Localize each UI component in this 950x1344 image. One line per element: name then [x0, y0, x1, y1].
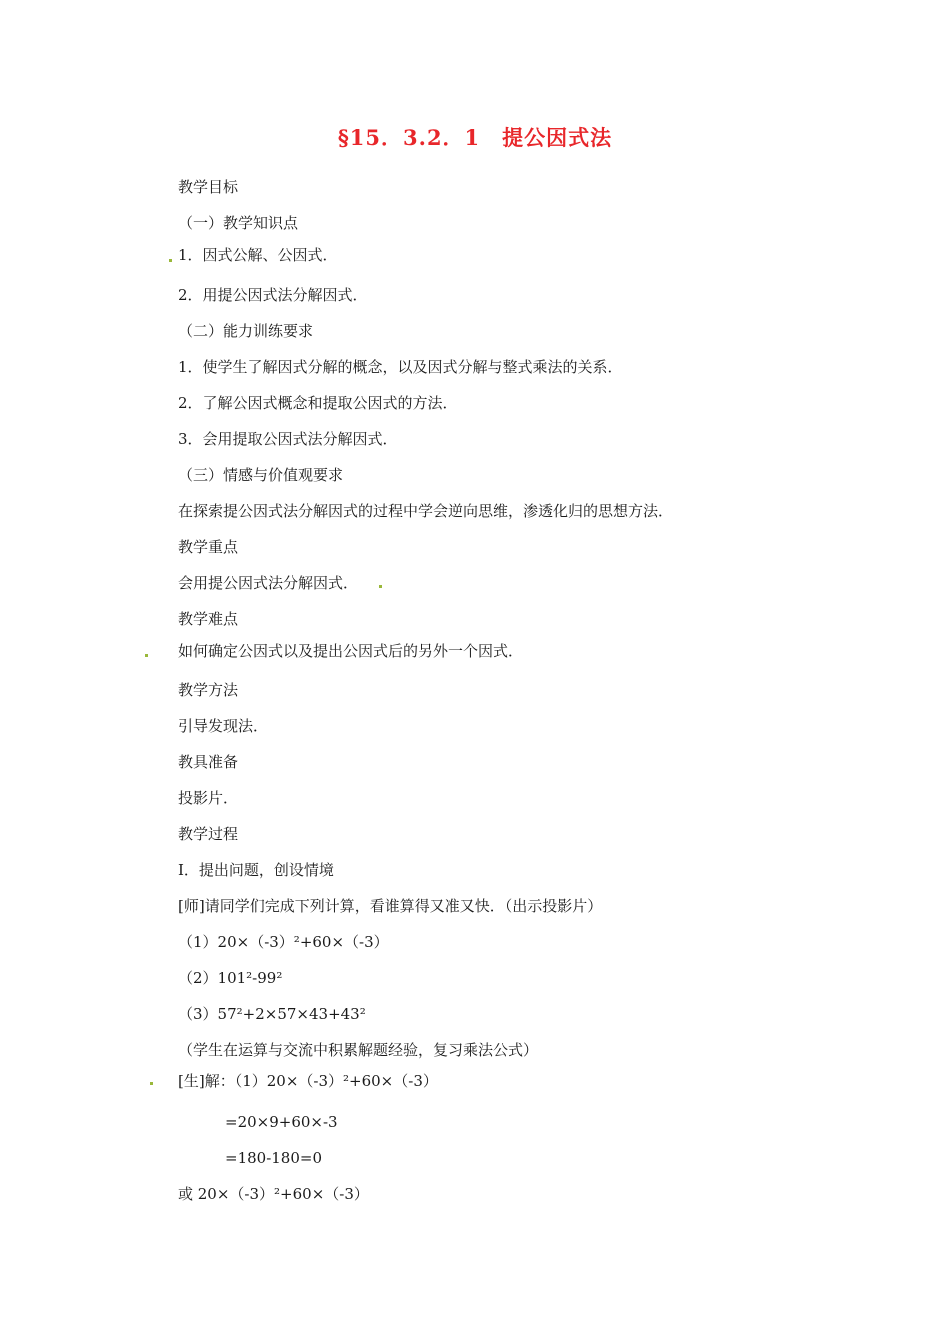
- solution-step-2: =180-180=0: [225, 1149, 323, 1167]
- subheading-ability-requirements: （二）能力训练要求: [178, 322, 314, 340]
- student-note: （学生在运算与交流中积累解题经验，复习乘法公式）: [178, 1041, 539, 1059]
- exercise-2: （2）101²-99²: [178, 969, 283, 987]
- alternative-solution: 或 20×（-3）²+60×（-3）: [178, 1185, 369, 1203]
- heading-key-point: 教学重点: [178, 538, 239, 556]
- ability-requirement-3: 3．会用提取公因式法分解因式．: [178, 430, 398, 448]
- exercise-3: （3）57²+2×57×43+43²: [178, 1005, 366, 1023]
- process-step-1: Ⅰ．提出问题，创设情境: [178, 861, 334, 879]
- scan-mark: [379, 585, 382, 588]
- scan-mark: [150, 1082, 153, 1085]
- scan-mark: [169, 259, 172, 262]
- teaching-method-text: 引导发现法．: [178, 717, 269, 735]
- student-solution: [生]解：（1）20×（-3）²+60×（-3）: [178, 1072, 438, 1090]
- subheading-emotion-values: （三）情感与价值观要求: [178, 466, 344, 484]
- emotion-values-text: 在探索提公因式法分解因式的过程中学会逆向思维，渗透化归的思想方法．: [178, 502, 674, 520]
- heading-teaching-objectives: 教学目标: [178, 178, 239, 196]
- difficulty-text: 如何确定公因式以及提出公因式后的另外一个因式．: [178, 642, 524, 660]
- knowledge-point-1: 1．因式公解、公因式．: [178, 246, 338, 264]
- ability-requirement-1: 1．使学生了解因式分解的概念，以及因式分解与整式乘法的关系．: [178, 358, 623, 376]
- teaching-aids-text: 投影片．: [178, 789, 239, 807]
- ability-requirement-2: 2．了解公因式概念和提取公因式的方法．: [178, 394, 458, 412]
- solution-step-1: =20×9+60×-3: [225, 1113, 338, 1131]
- heading-difficulty: 教学难点: [178, 610, 239, 628]
- heading-teaching-process: 教学过程: [178, 825, 239, 843]
- subheading-knowledge-points: （一）教学知识点: [178, 214, 299, 232]
- scan-mark: [145, 654, 148, 657]
- heading-teaching-aids: 教具准备: [178, 753, 239, 771]
- page-title: §15．3.2．1 提公因式法: [337, 125, 613, 150]
- key-point-text: 会用提公因式法分解因式．: [178, 574, 359, 592]
- knowledge-point-2: 2．用提公因式法分解因式．: [178, 286, 368, 304]
- heading-teaching-method: 教学方法: [178, 681, 239, 699]
- teacher-prompt: [师]请同学们完成下列计算，看谁算得又准又快．（出示投影片）: [178, 897, 603, 915]
- exercise-1: （1）20×（-3）²+60×（-3）: [178, 933, 389, 951]
